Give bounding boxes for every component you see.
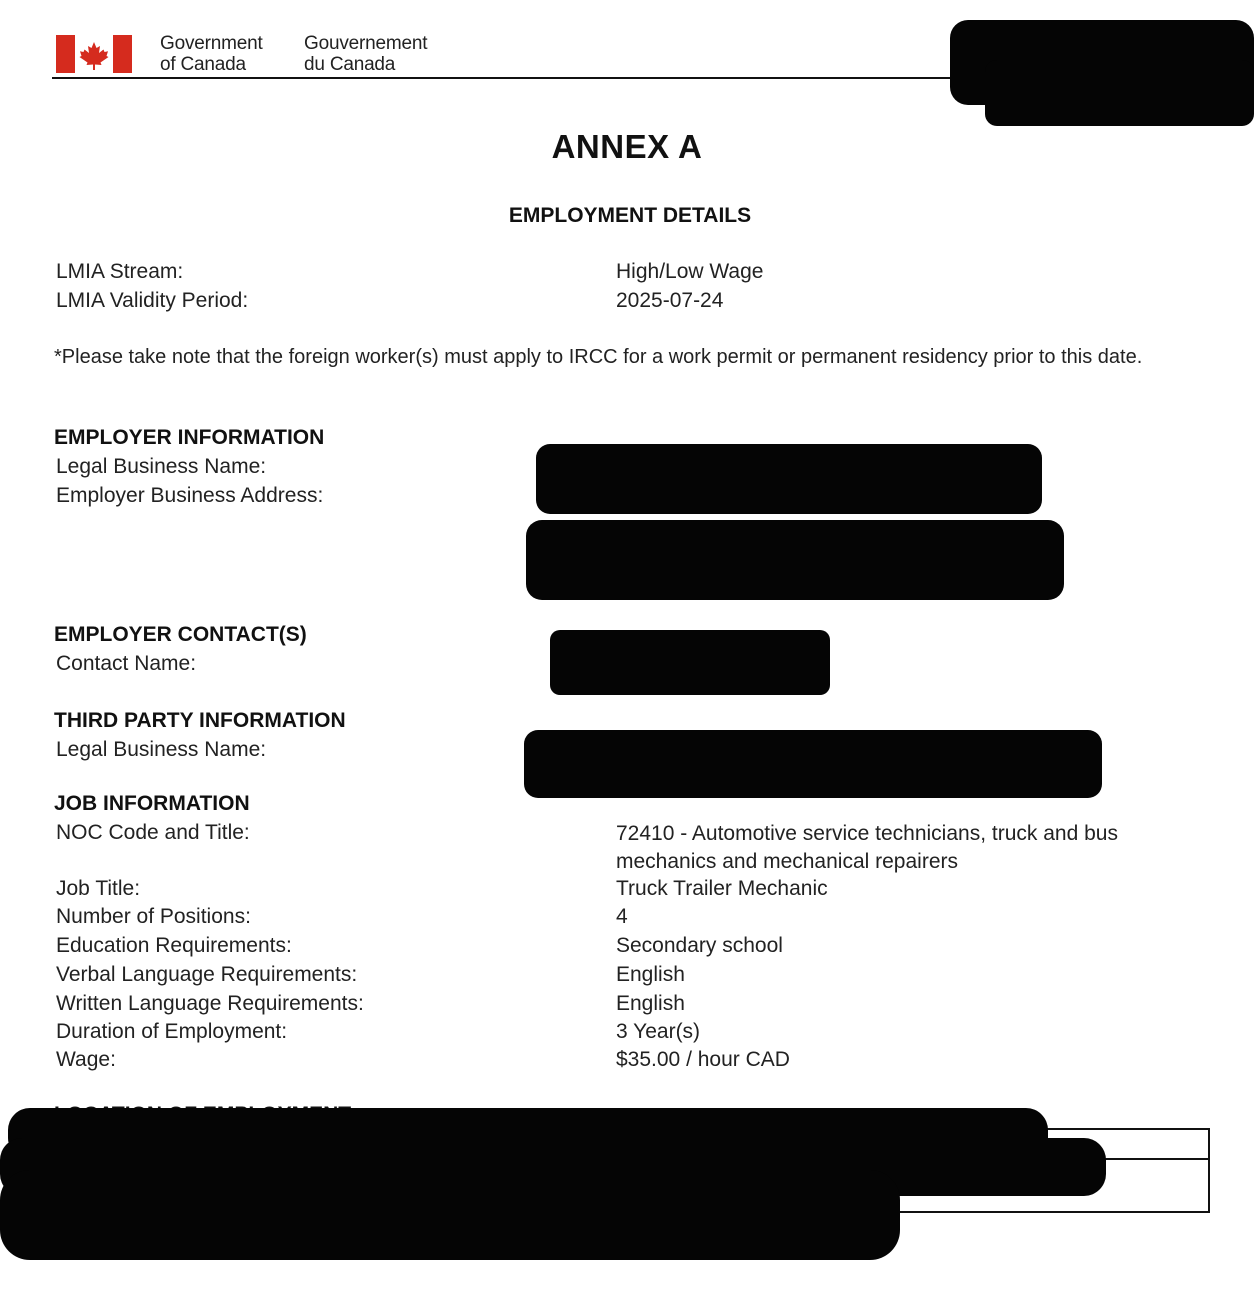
lmia-validity-label: LMIA Validity Period: bbox=[56, 289, 249, 312]
education-value: Secondary school bbox=[616, 934, 783, 957]
job-information-heading: JOB INFORMATION bbox=[54, 792, 250, 815]
noc-value: 72410 - Automotive service technicians, truck and bus mechanics and mechanical repairers bbox=[616, 822, 1118, 873]
redaction-header-2 bbox=[985, 60, 1254, 126]
job-title-label: Job Title: bbox=[56, 877, 141, 900]
duration-value: 3 Year(s) bbox=[616, 1020, 701, 1043]
employer-contacts-heading: EMPLOYER CONTACT(S) bbox=[54, 623, 307, 646]
gov-wordmark-fr: Gouvernement du Canada bbox=[304, 33, 428, 75]
written-language-value: English bbox=[616, 992, 685, 1015]
duration-label: Duration of Employment: bbox=[56, 1020, 288, 1043]
ircc-note: *Please take note that the foreign worker(s) must apply to IRCC for a work permit or permanent residency prior to this date. bbox=[54, 346, 1143, 368]
wage-value: $35.00 / hour CAD bbox=[616, 1048, 790, 1071]
page-title: ANNEX A bbox=[551, 128, 703, 165]
written-language-label: Written Language Requirements: bbox=[56, 992, 364, 1015]
employer-legal-name-label: Legal Business Name: bbox=[56, 455, 267, 478]
third-party-legal-name-label: Legal Business Name: bbox=[56, 738, 267, 761]
job-title-value: Truck Trailer Mechanic bbox=[616, 877, 828, 900]
lmia-stream-label: LMIA Stream: bbox=[56, 260, 184, 283]
employment-details-heading: EMPLOYMENT DETAILS bbox=[508, 204, 752, 227]
redaction-third-party-name bbox=[524, 730, 1102, 798]
redaction-contact-name bbox=[550, 630, 830, 695]
employer-information-heading: EMPLOYER INFORMATION bbox=[54, 426, 325, 449]
third-party-heading: THIRD PARTY INFORMATION bbox=[54, 709, 346, 732]
gov-wordmark-en: Government of Canada bbox=[160, 33, 263, 75]
redaction-employer-address bbox=[526, 520, 1064, 600]
redaction-employer-name bbox=[536, 444, 1042, 514]
education-label: Education Requirements: bbox=[56, 934, 292, 957]
employer-address-label: Employer Business Address: bbox=[56, 484, 324, 507]
verbal-language-label: Verbal Language Requirements: bbox=[56, 963, 358, 986]
positions-value: 4 bbox=[616, 905, 628, 928]
wage-label: Wage: bbox=[56, 1048, 116, 1071]
canada-flag-icon bbox=[56, 35, 132, 73]
lmia-validity-value: 2025-07-24 bbox=[616, 289, 724, 312]
contact-name-label: Contact Name: bbox=[56, 652, 197, 675]
noc-label: NOC Code and Title: bbox=[56, 821, 250, 844]
verbal-language-value: English bbox=[616, 963, 685, 986]
lmia-stream-value: High/Low Wage bbox=[616, 260, 764, 283]
positions-label: Number of Positions: bbox=[56, 905, 251, 928]
redaction-location-3 bbox=[0, 1170, 900, 1260]
